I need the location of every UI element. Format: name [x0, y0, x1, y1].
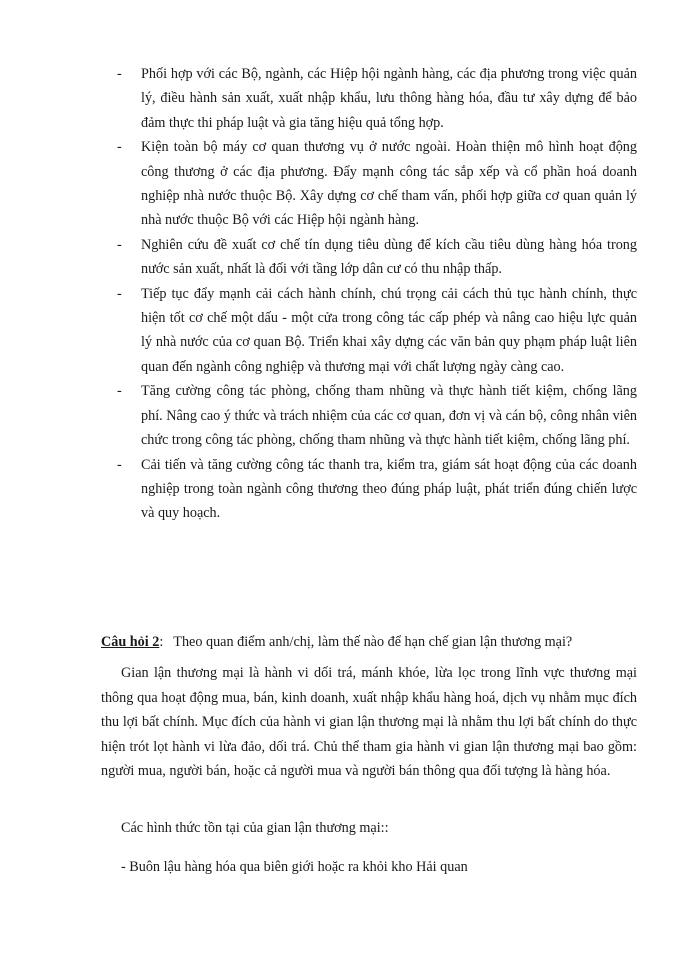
bullet-text: Tăng cường công tác phòng, chống tham nhũng và thực hành tiết kiệm, chống lãng phí. Nâng cao ý thức và trách nhiệm của các cơ quan, đơn vị và cán bộ, công nhân viên chức trong công tác phòng, chống tham nhũng và thực hành tiết kiệm, chống lãng phí. [141, 383, 637, 449]
list-item [117, 233, 637, 282]
bullet-dash: - [117, 236, 122, 253]
definition-paragraph: Gian lận thương mại là hành vi dối trá, mánh khóe, lừa lọc trong lĩnh vực thương mại thông qua hoạt động mua, bán, kinh doanh, xuất nhập khẩu hàng hoá, dịch vụ nhằm mục đích thu lợi bất chính. Mục đích của hành vi gian lận thương mại là nhằm thu lợi bất chính do thực hiện trót lọt hành vi lừa đảo, dối trá. Chủ thể tham gia hành vi gian lận thương mại bao gồm: người mua, người bán, hoặc cả người mua và người bán thông qua đối tượng là hàng hóa. [101, 665, 637, 780]
bullet-dash: - [117, 456, 122, 473]
list-item [117, 282, 637, 380]
bullet-text: Cải tiến và tăng cường công tác thanh tra, kiểm tra, giám sát hoạt động của các doanh nghiệp trong toàn ngành công thương theo đúng pháp luật, phát triển đúng chiến lược và quy hoạch. [141, 456, 637, 522]
forms-intro-paragraph: Các hình thức tồn tại của gian lận thương mại:: [121, 820, 389, 836]
bullet-dash: - [117, 285, 122, 302]
list-item [117, 135, 637, 233]
bullet-dash: - [117, 383, 122, 400]
question-label: Câu hỏi 2 [101, 634, 160, 650]
list-item [117, 62, 637, 135]
bullet-dash: - [117, 66, 122, 82]
bullet-text: Nghiên cứu đề xuất cơ chế tín dụng tiêu dùng để kích cầu tiêu dùng hàng hóa trong nước sản xuất, nhất là đối với tầng lớp dân cư có thu nhập thấp. [141, 236, 637, 278]
list-item [117, 453, 637, 526]
question-text: Theo quan điểm anh/chị, làm thế nào để hạn chế gian lận thương mại? [173, 634, 573, 650]
bullet-text: Tiếp tục đẩy mạnh cải cách hành chính, chú trọng cải cách thủ tục hành chính, thực hiện tốt cơ chế một dấu - một cửa trong công tác cấp phép và nâng cao hiệu lực quản lý nhà nước của cơ quan Bộ. Triển khai xây dựng các văn bản quy phạm pháp luật liên quan đến ngành công nghiệp và thương mại với chất lượng ngày càng cao. [141, 285, 637, 375]
smuggling-item-paragraph: - Buôn lậu hàng hóa qua biên giới hoặc ra khỏi kho Hải quan [121, 859, 468, 875]
list-item [117, 379, 637, 452]
bullet-list [117, 62, 637, 526]
bullet-text: Kiện toàn bộ máy cơ quan thương vụ ở nước ngoài. Hoàn thiện mô hình hoạt động công thương ở các địa phương. Đẩy mạnh công tác sắp xếp và cổ phần hoá doanh nghiệp nhà nước thuộc Bộ. Xây dựng cơ chế tham vấn, phối hợp giữa cơ quan quản lý nhà nước thuộc Bộ với các Hiệp hội ngành hàng. [141, 139, 637, 229]
question-colon: : [159, 634, 164, 650]
bullet-dash: - [117, 139, 122, 156]
question-heading [101, 630, 641, 654]
bullet-text: Phối hợp với các Bộ, ngành, các Hiệp hội ngành hàng, các địa phương trong việc quản lý, điều hành sản xuất, xuất nhập khẩu, lưu thông hàng hóa, đầu tư xây dựng để bảo đảm thực thi pháp luật và gia tăng hiệu quả tổng hợp. [141, 66, 637, 131]
